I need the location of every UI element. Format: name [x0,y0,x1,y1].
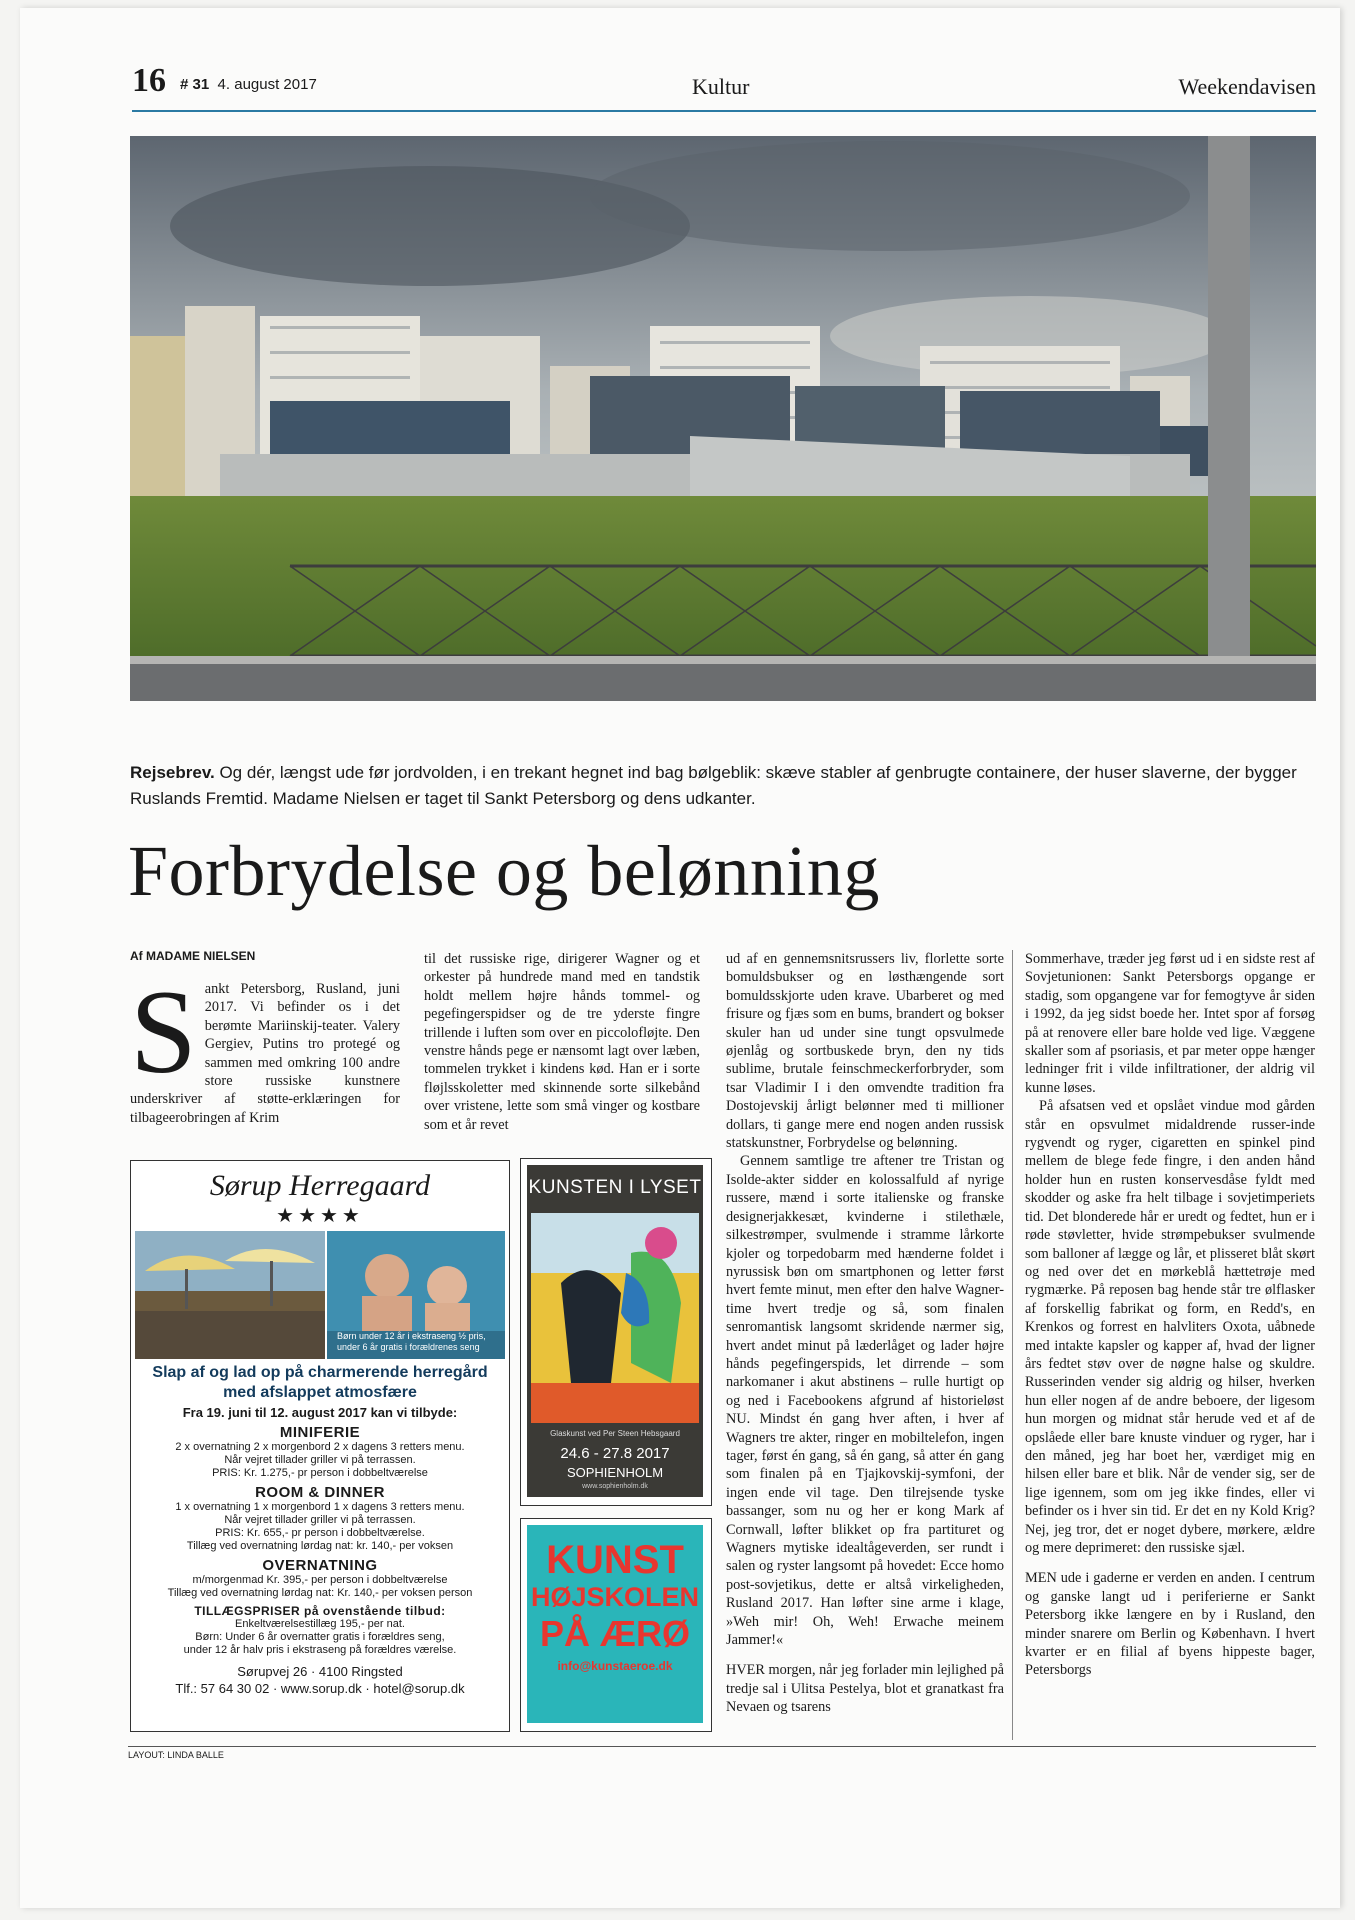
star-rating: ★★★★ [276,1205,364,1227]
page-number: 16 [132,62,166,99]
issue-date [180,76,317,93]
offer-price: PRIS: Kr. 1.275,- pr person i dobbeltværelse [212,1467,428,1479]
ad-brand: Sørup Herregaard [209,1169,431,1202]
ad-headline: med afslappet atmosfære [223,1384,417,1401]
article-column-4 [1025,950,1315,1680]
offer-line: under 12 år halv pris i ekstraseng på forældres værelse. [183,1644,457,1656]
ad-address: Sørupvej 26 · 4100 Ringsted [237,1664,403,1679]
ad-subtitle: Glaskunst ved Per Steen Hebsgaard [550,1429,680,1438]
ad-url[interactable]: www.sophienholm.dk [582,1483,648,1490]
offer-title: TILLÆGSPRISER på ovenstående tilbud: [194,1604,446,1618]
newspaper-name: Weekendavisen [1178,74,1316,99]
ad-contact[interactable]: Tlf.: 57 64 30 02 · www.sorup.dk · hotel@sorup.dk [175,1681,465,1696]
drop-cap: S [130,965,197,1098]
offer-line: Når vejret tillader griller vi på terrassen. [224,1454,416,1466]
article-paragraph: til det russiske rige, dirigerer Wagner og et orkester på hundrede mand med en tandstik holdt mellem højre hånds tommel- og pegefingerspidser og de tre yderste fingre trillende i luften som over en piccolofløjte. Den venstre hånds pege er nænsomt lagt over læben, tommelen trykket i kindens kød. Han er i sorte fløjlsskoletter med skinnende sorte silkebånd over vristene, lette som små vinger og kostbare som et år revet [424,951,700,1133]
pool-photo [327,1231,505,1359]
article-paragraph: ud af en gennemsnitsrussers liv, florlette sorte bomuldsbukser og en løsthængende sort bomuldsskjorte uden krave. Ubarberet og med frisure og fjæs som en bums, brandert og bokser skuler han ud under sine tungt opsvulmede øjenlåg og sortbuskede bryn, den ny tids sublime, brutale feinschmeckerforbryder, som tsar Vladimir I i den omvendte tradition fra Dostojevskij årligt belønner med ti millioner dollars, ti gange mere end nogen anden russisk statskunstner, Forbrydelse og belønning. [726,951,1004,1152]
article-paragraph: MEN ude i gaderne er verden en anden. I centrum og ganske langt ud i periferierne er Sankt Petersborg ikke længere en by i Rusland, den minder snarere om Berlin og København. I hvert kvarter er en filial af byens hippeste bager, Petersborgs [1025,1570,1315,1679]
ad-email[interactable]: info@kunstaeroe.dk [557,1659,673,1673]
caption-lead: Rejsebrev. [130,763,215,782]
footer-rule [128,1746,1316,1747]
issue-number: # 31 [180,76,210,93]
article-column-1 [130,965,400,1127]
article-paragraph: Sommerhave, træder jeg først ud i en sidste rest af Sovjetunionen: Sankt Petersborgs opgange er stadig, som opgangene var for femogtyve år siden i 1992, da jeg sidst boede her. Intet spor af forsøg på at renovere eller bare holde ved lige. Væggene skaller som af psoriasis, et par meter oppe hænger ledninger frit i vilde infiltrationer, der aldrig vil kunne løses. [1025,951,1315,1096]
column-divider [1012,950,1013,1740]
ad-panel [527,1165,703,1497]
terrace-photo [135,1231,325,1359]
article-paragraph: HVER morgen, når jeg forlader min lejlighed på tredje sal i Ulitsa Pestelya, blot et granatkast fra Nevaen og tsarens [726,1662,1004,1716]
photo-caption [130,760,1314,812]
section-name: Kultur [692,74,750,99]
ad-headline: Slap af og lad op på charmerende herregård [152,1364,488,1381]
article-photo [130,136,1316,701]
caption-text: Og dér, længst ude før jordvolden, i en trekant hegnet ind bag bølgeblik: skæve stabler af genbrugte containere, der huser slaverne, der bygger Ruslands Fremtid. Madame Nielsen er taget til Sankt Petersborg og dens udkanter. [130,763,1297,808]
ad-period: Fra 19. juni til 12. august 2017 kan vi tilbyde: [182,1405,458,1420]
article-column-2 [424,950,700,1134]
kunsthojskolen-ad[interactable] [520,1518,712,1732]
offer-price: PRIS: Kr. 655,- pr person i dobbeltværelse. [215,1527,425,1539]
glass-artwork [531,1213,699,1423]
offer-title: ROOM & DINNER [255,1484,385,1501]
photo-overlay-text: Børn under 12 år i ekstraseng ½ pris, under 6 år gratis i forældrenes seng [337,1331,486,1352]
ad-panel [527,1525,703,1723]
kunsten-i-lyset-ad[interactable] [520,1158,712,1506]
article-paragraph: På afsatsen ved et opslået vindue mod gården står en opsvulmet midaldrende russer-inde rygvendt og ryger, cigaretten en spinkel pind mellem de blege fede fingre, i den anden hånd holder hun en rusten konservesdåse fyldt med skodder og aske fra helt tilbage i sovjetimperiets tid. Det blonderede hår er uredt og fedtet, hun er i røde støvletter, hvide strømpebukser svulmende som balloner af lægge og lår, et plisseret blåt skørt og ned over det en mørkeblå hættetrøje med rygmærke. På reposen bag hende står tre ølflasker af forskellig fabrikat og form, en Redd's, en Krenkos og forrest en halvliters Oxota, uåbnede med intakte kapsler og kapper af, hvad der ligner års fedtet støv over de nøgne halse og skuldre. Russerinden vender sig aldrig og hilser, hverken hun eller nogen af de andre beboere, der ligesom hun morgen og midnat står herude ved et af de opslåede eller bare knuste vinduer og ryger, har i den måned, jeg har boet her, værdiget mig en hilsen eller bare et blik. Når de vender sig, ser de lige igennem, som om jeg ikke findes, eller vi befinder os i hver sin tid. Er det en ny Kold Krig? Nej, jeg tror, det er noget dybere, mørkere, ældre og mere deprimeret: den russiske sjæl. [1025,1098,1315,1556]
article-column-3 [726,950,1004,1717]
offer-title: MINIFERIE [279,1424,361,1441]
sorup-herregaard-ad[interactable] [130,1160,510,1732]
offer-title: OVERNATNING [262,1557,378,1574]
offer-line: Tillæg ved overnatning lørdag nat: kr. 140,- per voksen [186,1540,454,1552]
article-paragraph: Gennem samtlige tre aftener tre Tristan og Isolde-akter sidder en kolossalfuld af nyrige russere, mænd i sorte italienske og franske designerjakkesæt, kvinderne i stilethæle, silkestrømper, svulmende i stramme lårkorte kjoler og torpedobarm med hænderne foldet i nyrussisk bøn om smartphonen og letter først hvert femte minut, men efter den halve Wagner-time hvert tredje og så, som finalen senromantisk langsomt skridende nærmer sig, hvert andet minut på læderlåget og lader højre hånds pegefingerspids, let dirrende – som narkomaner i akut abstinens – rulle hurtigt op og ned i Facebookens afgrund af historieløst NU. Mindst én gang hver aften, i hver af Wagners tre akter, ringer en mobiltelefon, ingen tager, først én gang, så én gang, så atter én gang som finalen på en Tjajkovskij-symfoni, der ingen ende vil tage. Den tilrejsende tyske bassanger, som nu og her er kong Mark af Cornwall, løfter blikket op fra partituret og Wagners mytiske idealtågeverden, ser rundt i salen og ryster langsomt på hovedet: Ecce homo post-sovjetikus, dette er altså virkeligheden, Rusland 2017. Han løfter sine arme i klage, »Weh mir! Oh, Weh! Erwache meinem Jammer!« [726,1153,1004,1649]
ad-title: HØJSKOLEN [530,1582,700,1612]
byline: Af MADAME NIELSEN [130,949,256,963]
offer-line: Når vejret tillader griller vi på terrassen. [224,1514,416,1526]
ad-venue: SOPHIENHOLM [566,1465,664,1480]
offer-line: 1 x overnatning 1 x morgenbord 1 x dagens 3 retters menu. [175,1501,465,1513]
offer-line: Børn: Under 6 år overnatter gratis i forældres seng, [195,1631,445,1643]
date: 4. august 2017 [217,76,317,93]
offer-line: 2 x overnatning 2 x morgenbord 2 x dagens 3 retters menu. [175,1441,465,1453]
layout-credit: LAYOUT: LINDA BALLE [128,1750,224,1760]
article-paragraph: ankt Petersborg, Rusland, juni 2017. Vi befinder os i det berømte Mariinskij-teater. Valery Gergiev, Putins tro protegé og sammen med omkring 100 andre store russiske kunstnere underskriver af støtte-erklæringen for tilbageerobringen af Krim [130,981,400,1126]
ad-title: PÅ ÆRØ [539,1613,690,1654]
offer-line: Tillæg ved overnatning lørdag nat: Kr. 140,- per voksen person [167,1587,473,1599]
headline: Forbrydelse og belønning [128,831,880,911]
page-header [132,62,1316,112]
ad-title: KUNSTEN I LYSET [528,1177,702,1198]
offer-line: m/morgenmad Kr. 395,- per person i dobbeltværelse [192,1574,448,1586]
ad-dates: 24.6 - 27.8 2017 [560,1445,670,1462]
ad-title: KUNST [546,1538,684,1582]
offer-line: Enkeltværelsestillæg 195,- per nat. [235,1618,405,1630]
